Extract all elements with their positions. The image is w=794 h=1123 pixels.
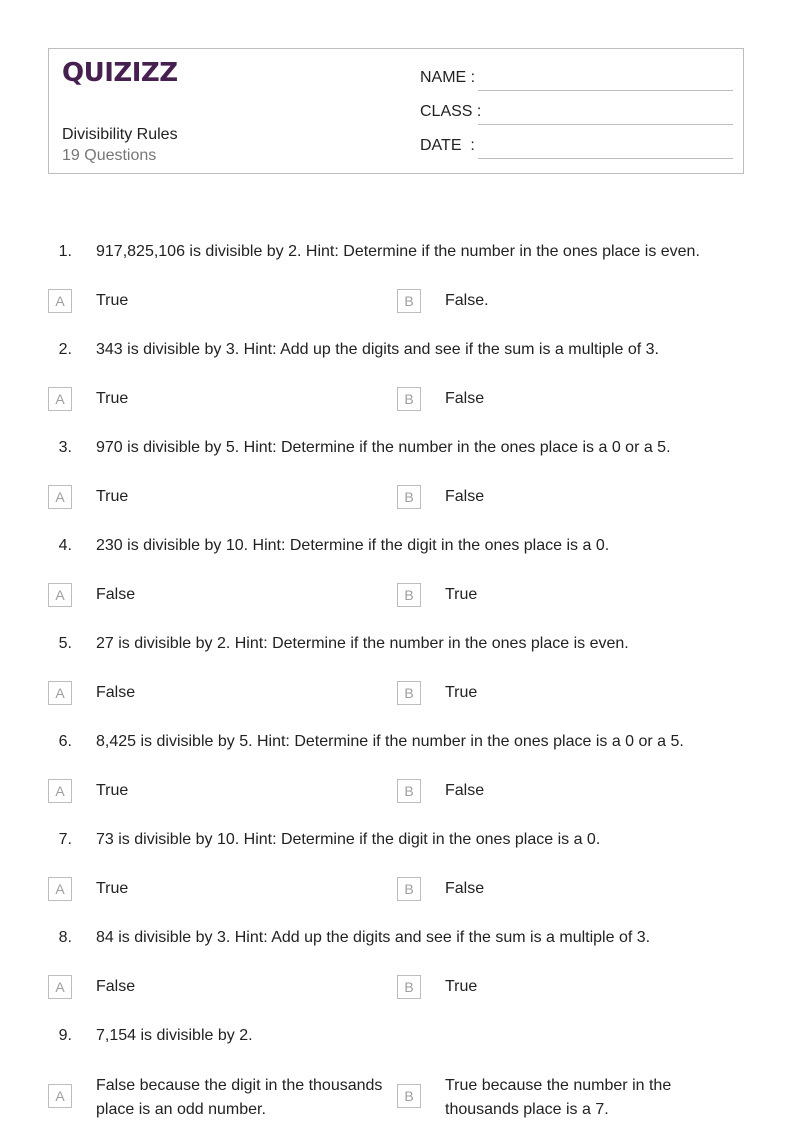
question-7-option-a[interactable]: [48, 877, 388, 901]
option-text: False: [445, 880, 485, 897]
option-text: True: [96, 488, 129, 505]
name-label: NAME :: [420, 69, 476, 86]
question-7: [0, 830, 794, 850]
question-text: 7,154 is divisible by 2.: [96, 1027, 253, 1044]
option-text: False: [445, 488, 485, 505]
option-letter-box: B: [397, 877, 421, 901]
worksheet-header: [48, 48, 744, 174]
question-2-option-b[interactable]: [397, 387, 737, 411]
option-text: True: [96, 390, 129, 407]
question-5: [0, 634, 794, 654]
option-text: True: [445, 978, 478, 995]
question-2: [0, 340, 794, 360]
option-letter-box: A: [48, 289, 72, 313]
option-text: True: [445, 586, 478, 603]
question-6-option-a[interactable]: [48, 779, 388, 803]
question-1-option-b[interactable]: [397, 289, 737, 313]
question-text: 27 is divisible by 2. Hint: Determine if the number in the ones place is even.: [96, 635, 629, 652]
question-1-option-a[interactable]: [48, 289, 388, 313]
question-number: 6.: [58, 733, 72, 750]
question-number: 5.: [58, 635, 72, 652]
quizizz-logo: QUIZIZZ: [62, 58, 178, 88]
option-letter-box: A: [48, 387, 72, 411]
question-1: [0, 242, 794, 262]
question-6: [0, 732, 794, 752]
question-text: 84 is divisible by 3. Hint: Add up the digits and see if the sum is a multiple of 3.: [96, 929, 651, 946]
question-number: 2.: [58, 341, 72, 358]
question-text: 230 is divisible by 10. Hint: Determine if the digit in the ones place is a 0.: [96, 537, 610, 554]
option-text: False: [445, 782, 485, 799]
question-4: [0, 536, 794, 556]
class-field[interactable]: [420, 101, 733, 125]
question-text: 343 is divisible by 3. Hint: Add up the digits and see if the sum is a multiple of 3.: [96, 341, 659, 358]
class-line[interactable]: [478, 124, 733, 125]
option-letter-box: B: [397, 779, 421, 803]
option-text: False: [96, 684, 136, 701]
question-5-option-a[interactable]: [48, 681, 388, 705]
question-6-option-b[interactable]: [397, 779, 737, 803]
question-number: 1.: [58, 243, 72, 260]
question-3: [0, 438, 794, 458]
option-letter-box: B: [397, 1084, 421, 1108]
option-text: False: [96, 586, 136, 603]
worksheet-title: Divisibility Rules: [62, 126, 178, 143]
question-9: [0, 1026, 794, 1046]
name-field[interactable]: [420, 67, 733, 91]
question-number: 4.: [58, 537, 72, 554]
question-8-option-b[interactable]: [397, 975, 737, 999]
question-4-option-a[interactable]: [48, 583, 388, 607]
option-text: False because the digit in the thousands place is an odd number.: [96, 1077, 383, 1118]
option-letter-box: A: [48, 485, 72, 509]
name-line[interactable]: [478, 90, 733, 91]
question-5-option-b[interactable]: [397, 681, 737, 705]
question-text: 8,425 is divisible by 5. Hint: Determine if the number in the ones place is a 0 or a 5.: [96, 733, 684, 750]
option-letter-box: A: [48, 681, 72, 705]
question-7-option-b[interactable]: [397, 877, 737, 901]
question-2-option-a[interactable]: [48, 387, 388, 411]
option-text: False: [445, 390, 485, 407]
option-letter-box: B: [397, 387, 421, 411]
option-letter-box: A: [48, 1084, 72, 1108]
option-text: True: [96, 880, 129, 897]
question-9-option-a[interactable]: [48, 1077, 393, 1118]
date-label: DATE :: [420, 137, 475, 154]
option-text: True: [445, 684, 478, 701]
question-number: 8.: [58, 929, 72, 946]
question-3-option-a[interactable]: [48, 485, 388, 509]
date-field[interactable]: [420, 135, 733, 159]
question-8-option-a[interactable]: [48, 975, 388, 999]
question-number: 7.: [58, 831, 72, 848]
option-letter-box: B: [397, 681, 421, 705]
question-count: 19 Questions: [62, 147, 157, 164]
question-8: [0, 928, 794, 948]
option-text: True: [96, 782, 129, 799]
date-line[interactable]: [478, 158, 733, 159]
question-4-option-b[interactable]: [397, 583, 737, 607]
option-letter-box: A: [48, 877, 72, 901]
option-text: False: [96, 978, 136, 995]
question-3-option-b[interactable]: [397, 485, 737, 509]
question-text: 73 is divisible by 10. Hint: Determine if the digit in the ones place is a 0.: [96, 831, 601, 848]
question-text: 970 is divisible by 5. Hint: Determine if the number in the ones place is a 0 or a 5.: [96, 439, 671, 456]
option-text: True because the number in the thousands place is a 7.: [445, 1077, 672, 1118]
option-letter-box: A: [48, 975, 72, 999]
option-letter-box: A: [48, 779, 72, 803]
option-letter-box: B: [397, 485, 421, 509]
option-letter-box: A: [48, 583, 72, 607]
option-text: True: [96, 292, 129, 309]
class-label: CLASS :: [420, 103, 482, 120]
question-9-option-b[interactable]: [397, 1077, 742, 1118]
option-letter-box: B: [397, 583, 421, 607]
question-text: 917,825,106 is divisible by 2. Hint: Determine if the number in the ones place is even.: [96, 243, 700, 260]
question-number: 9.: [58, 1027, 72, 1044]
option-letter-box: B: [397, 289, 421, 313]
option-letter-box: B: [397, 975, 421, 999]
option-text: False.: [445, 292, 489, 309]
question-number: 3.: [58, 439, 72, 456]
